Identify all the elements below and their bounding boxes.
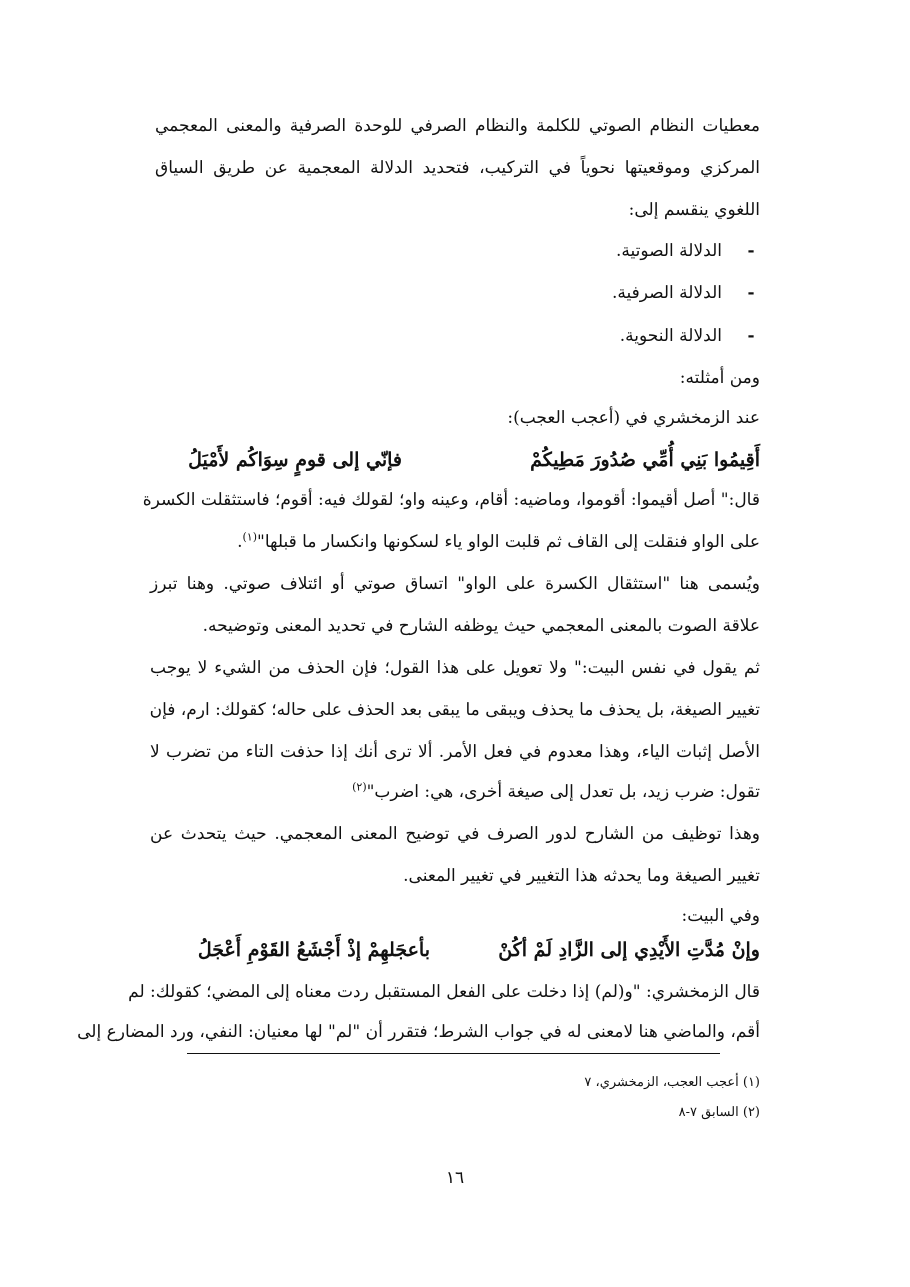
verse-heading: وفي البيت: — [681, 906, 760, 926]
verse-1-second-hemistich: فإنّي إلى قومٍ سِوَاكُم لأَمْيَلُ — [188, 449, 402, 471]
para-1-line-2 — [237, 524, 760, 560]
para-4-line-2: تغيير الصيغة وما يحدثه هذا التغيير في تغيير المعنى. — [403, 866, 760, 886]
para-3-line-4 — [352, 774, 760, 810]
verse-2-first-hemistich: وإنْ مُدَّتِ الأَيْدِي إلى الزَّادِ لَمْ أكُنْ — [498, 939, 760, 961]
para-3-line-2: تغيير الصيغة، بل يحذف ما يحذف ويبقى ما يبقى بعد الحذف على حاله؛ كقولك: ارم، فإن — [149, 700, 760, 720]
bullet-marker: - — [747, 241, 755, 261]
footnote-ref-1: (١) — [242, 530, 258, 544]
page-number: ١٦ — [445, 1168, 465, 1188]
para-1-end: . — [237, 532, 243, 552]
footnote-1: (١) أعجب العجب، الزمخشري، ٧ — [584, 1075, 760, 1090]
bullet-item-phonetic: الدلالة الصوتية. — [615, 241, 722, 261]
bullet-marker: - — [747, 283, 755, 303]
para-2-line-1: ويُسمى هنا "استثقال الكسرة على الواو" اتساق صوتي أو ائتلاف صوتي. وهنا تبرز — [150, 574, 760, 594]
verse-2-second-hemistich: بأعجَلهِمْ إذْ أَجْشَعُ القَوْمِ أَعْجَلُ — [197, 939, 430, 961]
para-4-line-1: وهذا توظيف من الشارح لدور الصرف في توضيح المعنى المعجمي. حيث يتحدث عن — [150, 824, 760, 844]
para-3-line-4-text: تقول: ضرب زيد، بل تعدل إلى صيغة أخرى، هي: اضرب" — [366, 782, 760, 802]
examples-heading: ومن أمثلته: — [679, 368, 760, 388]
para-1-line-2-text: على الواو فنقلت إلى القاف ثم قلبت الواو ياء لسكونها وانكسار ما قبلها" — [257, 532, 760, 552]
footnote-2: (٢) السابق ٧-٨ — [678, 1105, 760, 1120]
intro-line-2: المركزي وموقعيتها نحوياً في التركيب، فتحديد الدلالة المعجمية عن طريق السياق — [155, 158, 760, 178]
bullet-marker: - — [747, 326, 755, 346]
intro-line-3: اللغوي ينقسم إلى: — [628, 200, 760, 220]
bullet-item-syntactic: الدلالة النحوية. — [619, 326, 722, 346]
para-3-line-1: ثم يقول في نفس البيت:" ولا تعويل على هذا القول؛ فإن الحذف من الشيء لا يوجب — [150, 658, 760, 678]
source-heading: عند الزمخشري في (أعجب العجب): — [507, 408, 760, 428]
bullet-item-morphological: الدلالة الصرفية. — [611, 283, 722, 303]
para-2-line-2: علاقة الصوت بالمعنى المعجمي حيث يوظفه الشارح في تحديد المعنى وتوضيحه. — [202, 616, 760, 636]
intro-line-1: معطيات النظام الصوتي للكلمة والنظام الصرفي للوحدة الصرفية والمعنى المعجمي — [155, 116, 760, 136]
footnote-ref-2: (٢) — [352, 780, 367, 794]
para-1-line-1: قال:" أصل أقيموا: أقوموا، وماضيه: أقام، وعينه واو؛ لقولك فيه: أقوم؛ فاستثقلت الكسرة — [142, 490, 760, 510]
para-5-line-1: قال الزمخشري: "و(لم) إذا دخلت على الفعل المستقبل ردت معناه إلى المضي؛ كقولك: لم — [128, 982, 760, 1002]
para-5-line-2: أقم، والماضي هنا لامعنى له في جواب الشرط؛ فتقرر أن "لم" لها معنيان: النفي، ورد المضارع إلى — [77, 1022, 760, 1042]
verse-1-first-hemistich: أَقِيمُوا بَنِي أُمِّي صُدُورَ مَطِيكُمْ — [530, 449, 760, 471]
footnote-separator — [187, 1053, 720, 1054]
para-3-line-3: الأصل إثبات الياء، وهذا معدوم في فعل الأمر. ألا ترى أنك إذا حذفت التاء من تضرب لا — [150, 742, 760, 762]
